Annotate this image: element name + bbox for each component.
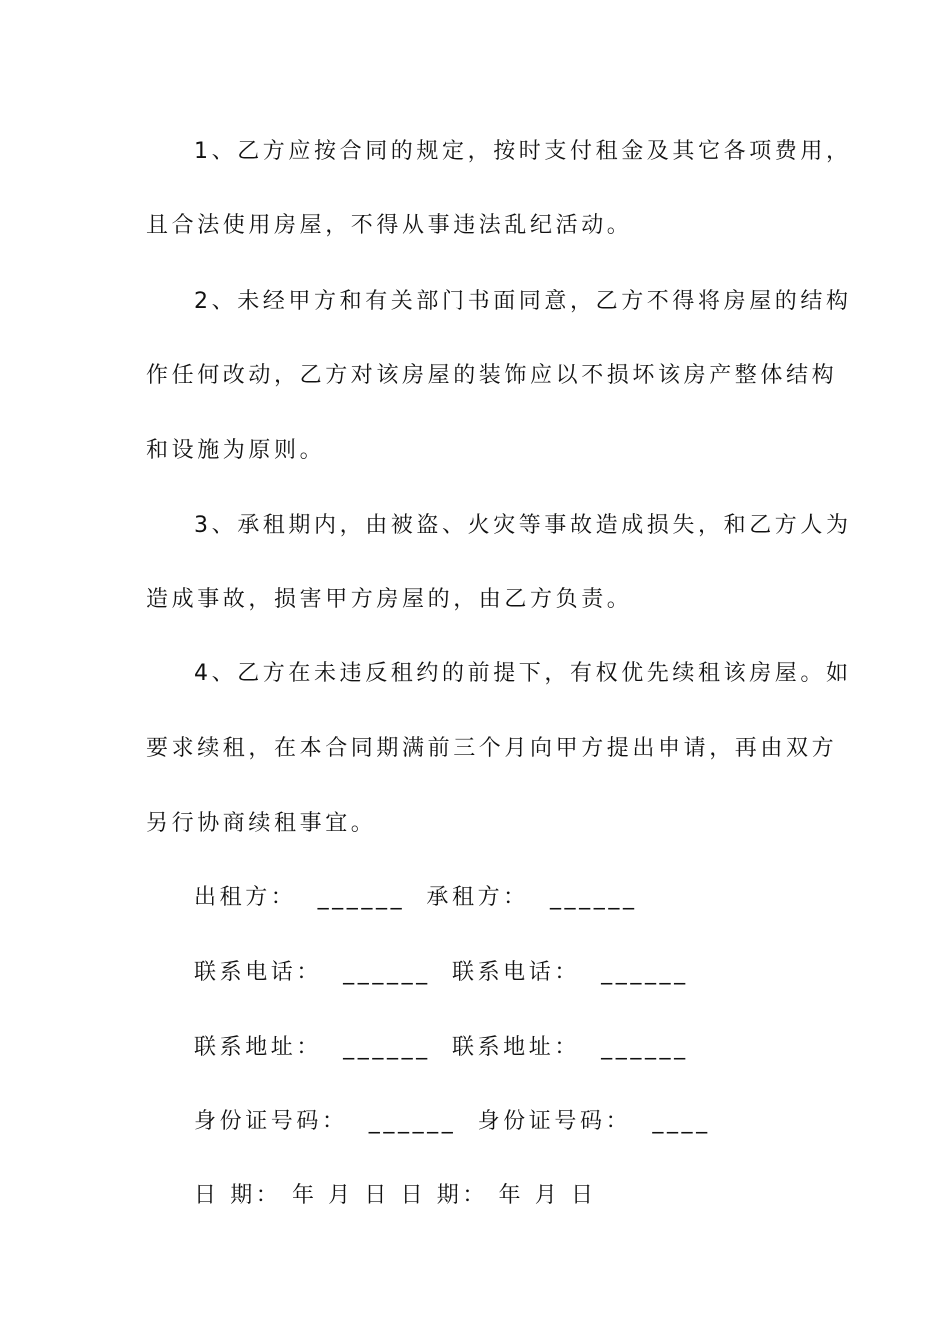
clause-4-line-3: 另行协商续租事宜。 <box>146 811 377 836</box>
clause-2-line-2: 作任何改动，乙方对该房屋的装饰应以不损坏该房产整体结构 <box>146 363 838 388</box>
clause-2-line-1: 2、未经甲方和有关部门书面同意，乙方不得将房屋的结构 <box>194 289 852 314</box>
signature-id-number: 身份证号码： ______ 身份证号码： ____ <box>194 1109 711 1134</box>
clause-4-line-1: 4、乙方在未违反租约的前提下，有权优先续租该房屋。如 <box>194 661 852 686</box>
clause-2-line-3: 和设施为原则。 <box>146 438 326 463</box>
clause-3-line-1: 3、承租期内，由被盗、火灾等事故造成损失，和乙方人为 <box>194 513 852 538</box>
signature-address: 联系地址： ______ 联系地址： ______ <box>194 1035 689 1060</box>
clause-1-line-1: 1、乙方应按合同的规定，按时支付租金及其它各项费用， <box>194 139 852 164</box>
signature-phone: 联系电话： ______ 联系电话： ______ <box>194 960 689 985</box>
clause-4-line-2: 要求续租，在本合同期满前三个月向甲方提出申请，再由双方 <box>146 736 838 761</box>
signature-date: 日 期： 年 月 日 日 期： 年 月 日 <box>194 1183 597 1208</box>
clause-1-line-2: 且合法使用房屋，不得从事违法乱纪活动。 <box>146 213 633 238</box>
clause-3-line-2: 造成事故，损害甲方房屋的，由乙方负责。 <box>146 587 633 612</box>
signature-parties: 出租方： ______ 承租方： ______ <box>194 885 638 910</box>
